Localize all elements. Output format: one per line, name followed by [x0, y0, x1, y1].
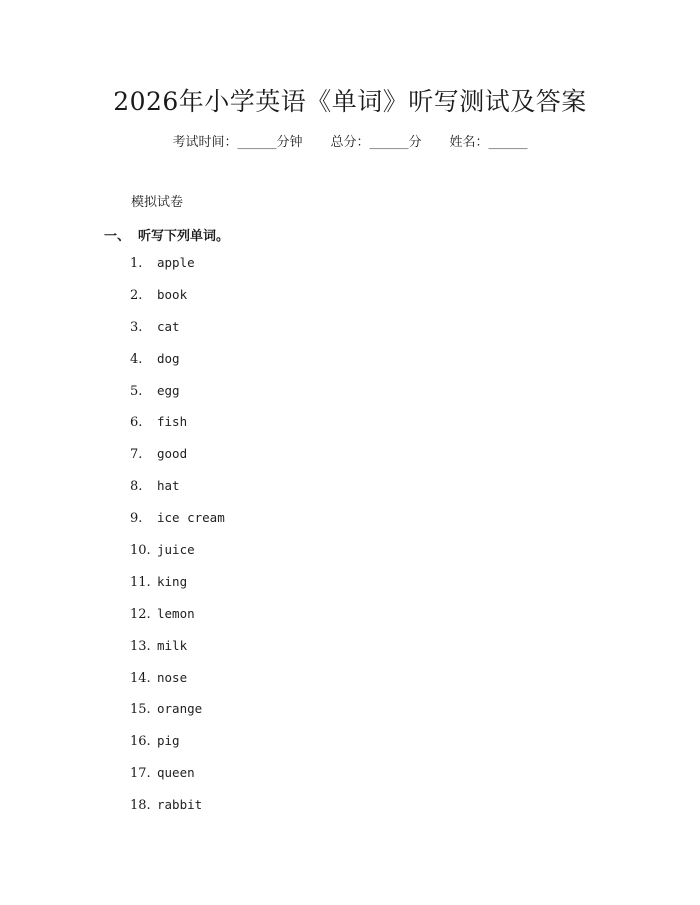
item-number: 10.: [130, 543, 151, 559]
item-number: 11.: [130, 574, 151, 590]
list-item: [130, 797, 225, 829]
item-word: good: [157, 446, 188, 462]
item-number: 2.: [130, 287, 143, 303]
item-number: 9.: [130, 511, 143, 527]
word-list: [130, 255, 225, 829]
item-number: 16.: [130, 734, 151, 750]
item-word: nose: [157, 669, 188, 685]
item-word: pig: [157, 733, 180, 749]
question-number: 一、: [104, 229, 131, 244]
list-item: [130, 510, 225, 542]
item-word: rabbit: [157, 797, 203, 813]
item-number: 8.: [130, 479, 143, 495]
list-item: [130, 446, 225, 478]
list-item: [130, 542, 225, 574]
list-item: [130, 733, 225, 765]
item-word: milk: [157, 637, 188, 653]
item-number: 14.: [130, 670, 151, 686]
item-number: 5.: [130, 383, 143, 399]
item-number: 1.: [130, 256, 143, 271]
total-score-field: 总分：______分: [330, 135, 422, 150]
list-item: [130, 287, 225, 319]
item-word: fish: [157, 414, 188, 430]
page-title: 2026年小学英语《单词》听写测试及答案: [113, 87, 587, 116]
item-number: 4.: [130, 351, 143, 367]
item-number: 17.: [130, 766, 151, 782]
list-item: [130, 255, 225, 287]
list-item: [130, 351, 225, 383]
list-item: [130, 574, 225, 606]
list-item: [130, 478, 225, 510]
item-number: 13.: [130, 638, 151, 654]
item-word: dog: [157, 350, 180, 366]
item-word: egg: [157, 382, 180, 398]
list-item: [130, 606, 225, 638]
section-label: 模拟试卷: [131, 195, 184, 210]
item-number: 7.: [130, 447, 143, 463]
name-field: 姓名：______: [449, 135, 528, 150]
item-number: 15.: [130, 702, 151, 718]
item-word: king: [157, 573, 188, 589]
list-item: [130, 319, 225, 351]
item-word: hat: [157, 478, 180, 494]
list-item: [130, 383, 225, 415]
item-number: 18.: [130, 798, 151, 814]
item-word: apple: [157, 255, 195, 270]
question-heading: [104, 225, 229, 244]
item-word: juice: [157, 542, 195, 558]
exam-meta-line: [0, 131, 700, 150]
list-item: [130, 670, 225, 702]
list-item: [130, 765, 225, 797]
item-word: book: [157, 286, 188, 302]
item-word: lemon: [157, 605, 195, 621]
list-item: [130, 414, 225, 446]
item-word: ice cream: [157, 510, 225, 526]
item-number: 6.: [130, 415, 143, 431]
item-number: 12.: [130, 606, 151, 622]
list-item: [130, 701, 225, 733]
list-item: [130, 638, 225, 670]
question-text: 听写下列单词。: [138, 229, 230, 244]
item-word: cat: [157, 318, 180, 334]
item-word: queen: [157, 765, 195, 781]
item-word: orange: [157, 701, 203, 717]
item-number: 3.: [130, 319, 143, 335]
exam-time-field: 考试时间：______分钟: [172, 135, 303, 150]
